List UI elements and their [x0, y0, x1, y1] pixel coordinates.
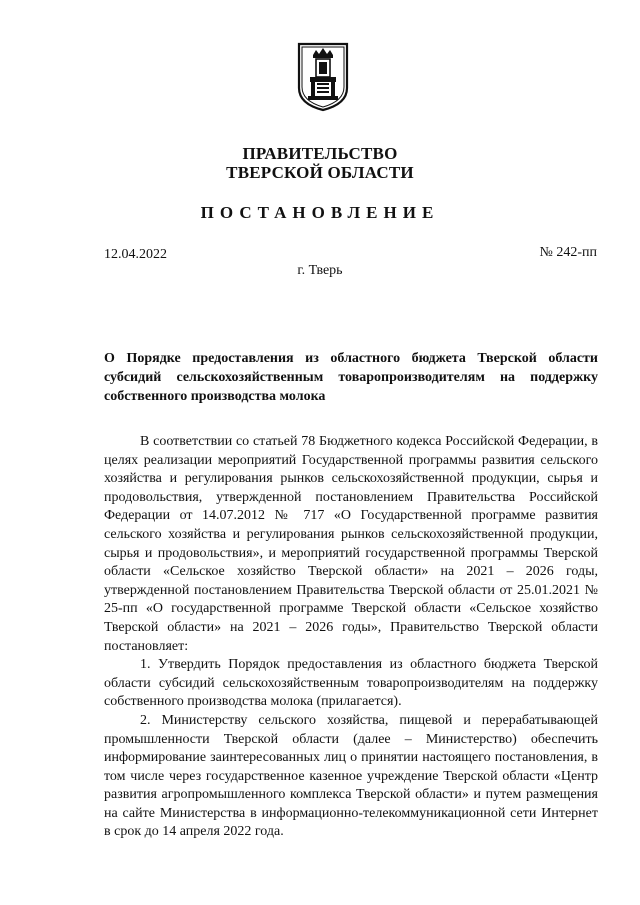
government-title-line2: ТВЕРСКОЙ ОБЛАСТИ	[226, 163, 414, 182]
government-title-line1: ПРАВИТЕЛЬСТВО	[242, 144, 398, 163]
body-paragraph-item-1: 1. Утвердить Порядок предоставления из областного бюджета Тверской области субсидий сельскохозяйственным товаропроизводителям на поддержку собственного производства молока (прилагается).	[104, 657, 598, 710]
tver-coat-of-arms-emblem	[297, 42, 349, 112]
document-type-title: ПОСТАНОВЛЕНИЕ	[200, 203, 440, 222]
document-date: 12.04.2022	[104, 247, 167, 262]
document-number: № 242-пп	[539, 245, 597, 260]
body-paragraph-preamble: В соответствии со статьей 78 Бюджетного кодекса Российской Федерации, в целях реализации мероприятий Государственной программы развития сельского хозяйства и регулирования рынков сельскохозяйственной продукции, сырья и продовольствия, утвержденной постановлением Правительства Российской Федерации от 14.07.2012 № 717 «О Государственной программе развития сельского хозяйства и регулирования рынков сельскохозяйственной продукции, сырья и продовольствия», и мероприятий государственной программы Тверской области «Сельское хозяйство Тверской области» на 2021 – 2026 годы, утвержденной постановлением Правительства Тверской области от 25.01.2021 № 25-пп «О государственной программе Тверской области «Сельское хозяйство Тверской области» на 2021 – 2026 годы», Правительство Тверской области постановляет:	[104, 434, 598, 654]
document-subject: О Порядке предоставления из областного бюджета Тверской области субсидий сельскохозяйственным товаропроизводителям на поддержку собственного производства молока	[104, 351, 598, 404]
body-paragraph-item-2: 2. Министерству сельского хозяйства, пищевой и перерабатывающей промышленности Тверской области (далее – Министерство) обеспечить информирование заинтересованных лиц о принятии настоящего постановления, в том числе через государственное казенное учреждение Тверской области «Центр развития агропромышленного комплекса Тверской области» и путем размещения на сайте Министерства в информационно-телекоммуникационной сети Интернет в срок до 14 апреля 2022 года.	[104, 712, 598, 840]
document-body	[104, 433, 598, 842]
document-city: г. Тверь	[297, 263, 343, 278]
